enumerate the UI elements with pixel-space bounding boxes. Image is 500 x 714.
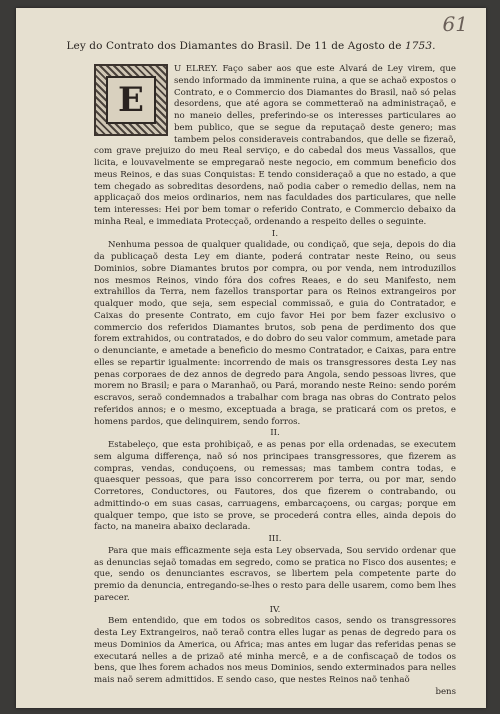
intro-paragraph: U ELREY. Faço saber aos que este Alvará de Ley virem, que sendo informado da imminente ruina, a que se achaõ expostos o Contrato, e o Commercio dos Diamantes do Brasil, naõ só pelas desordens, que até agora se commetteraõ na administraçaõ, e no maneio delles, preferindo-se os interesses particulares ao bem publico, que se segue da reputaçaõ deste genero; mas tambem pelos consideraveis contrabandos, que delle se fizeraõ, com grave prejuizo do meu Real serviço, e do cabedal dos meus Vassallos, que licita, e louvavelmente se empregaraõ neste negocio, em commum beneficio dos meus Reinos, e das suas Conquistas: E tendo consideraçaõ a que no estado, a que tem chegado as sobreditas desordens, naõ podia caber o remedio dellas, nem na applicaçaõ dos meios ordinarios, nem nas faculdades dos particulares, que nelle tem interesses: Hei por bem tomar o referido Contrato, e Commercio debaixo da minha Real, e immediata Protecçaõ, ordenando a respeito delles o seguinte. [94,64,456,227]
section-2-paragraph: Estabeleço, que esta prohibiçaõ, e as penas por ella ordenadas, se executem sem alguma differença, naõ só nos principaes transgressores, que fizerem as compras, vendas, conduçoens, ou remessas; mas tambem contra todas, e quaesquer pessoas, que para isso concorrerem por terra, ou por mar, sendo Corretores, Conductores, ou Fautores, dos que fizerem o contrabando, ou admittindo-o em suas casas, carruagens, embarcaçoens, ou cargas; porque em qualquer tempo, que isto se prove, se procederá contra elles, ainda depois do facto, na maneira abaixo declarada. [94,440,456,533]
section-3-paragraph: Para que mais efficazmente seja esta Ley observada, Sou servido ordenar que as denuncias sejaõ tomadas em segredo, como se pratica no Fisco dos ausentes; e que, sendo os denunciantes escravos, se libertem pela competente parte do premio da denuncia, entregando-se-lhes o resto para delle usarem, como bem lhes parecer. [94,545,456,603]
folio-number: 61 [442,12,468,36]
title-main: Ley do Contrato dos Diamantes do Brasil. De 11 de Agosto de [66,40,402,52]
page-title [16,40,486,52]
document-body [94,64,456,699]
section-number-1: I. [271,228,279,239]
section-number-4: IV. [269,604,281,615]
document-page [16,8,486,708]
section-4-paragraph: Bem entendido, que em todos os sobreditos casos, sendo os transgressores desta Ley Extrangeiros, naõ teraõ contra elles lugar as penas de degredo para os meus Dominios da America, ou Africa; mas antes em lugar das referidas penas se executará nelles a de prizaõ até minha mercê, e a de confiscaçaõ de todos os bens, que lhes forem achados nos meus Dominios, sendo exterminados para nelles mais naõ serem admittidos. E sendo caso, que nestes Reinos naõ tenhaõ [94,616,456,685]
initial-letter: E [106,76,156,124]
catchword: bens [435,686,456,697]
title-year: 1753. [405,40,436,52]
section-number-2: II. [270,428,280,439]
initial-spacer [94,64,174,140]
section-1-paragraph: Nenhuma pessoa de qualquer qualidade, ou condiçaõ, que seja, depois do dia da publicaçaõ desta Ley em diante, poderá contratar neste Reino, ou seus Dominios, sobre Diamantes brutos por compra, ou por venda, nem introduzillos nos mesmos Reinos, vindo fóra dos cofres Reaes, e do seu Manifesto, nem extrahillos da Terra, nem fazellos transportar para os Reinos extrangeiros por qualquer modo, que seja, sem especial commissaõ, e guia do Contratador, e Caixas do presente Contrato, em cujo favor Hei por bem fazer exclusivo o commercio dos referidos Diamantes brutos, sob pena de perdimento dos que forem extrahidos, ou contratados, e do dobro do seu valor commum, ametade para o denunciante, e ametade a beneficio do mesmo Contratador, e Caixas, para entre elles se repartir igualmente: incorrendo de mais os transgressores desta Ley nas penas corporaes de dez annos de degredo para Angola, sendo pessoas livres, que morem no Brasil; e para o Maranhaõ, ou Pará, morando neste Reino: sendo porém escravos, seraõ condemnados a trabalhar com braga nas obras do Contrato pelos referidos annos; e o mesmo, exceptuada a braga, se praticará com os pretos, e homens pardos, que delinquirem, sendo forros. [94,240,456,427]
section-number-3: III. [268,534,282,544]
